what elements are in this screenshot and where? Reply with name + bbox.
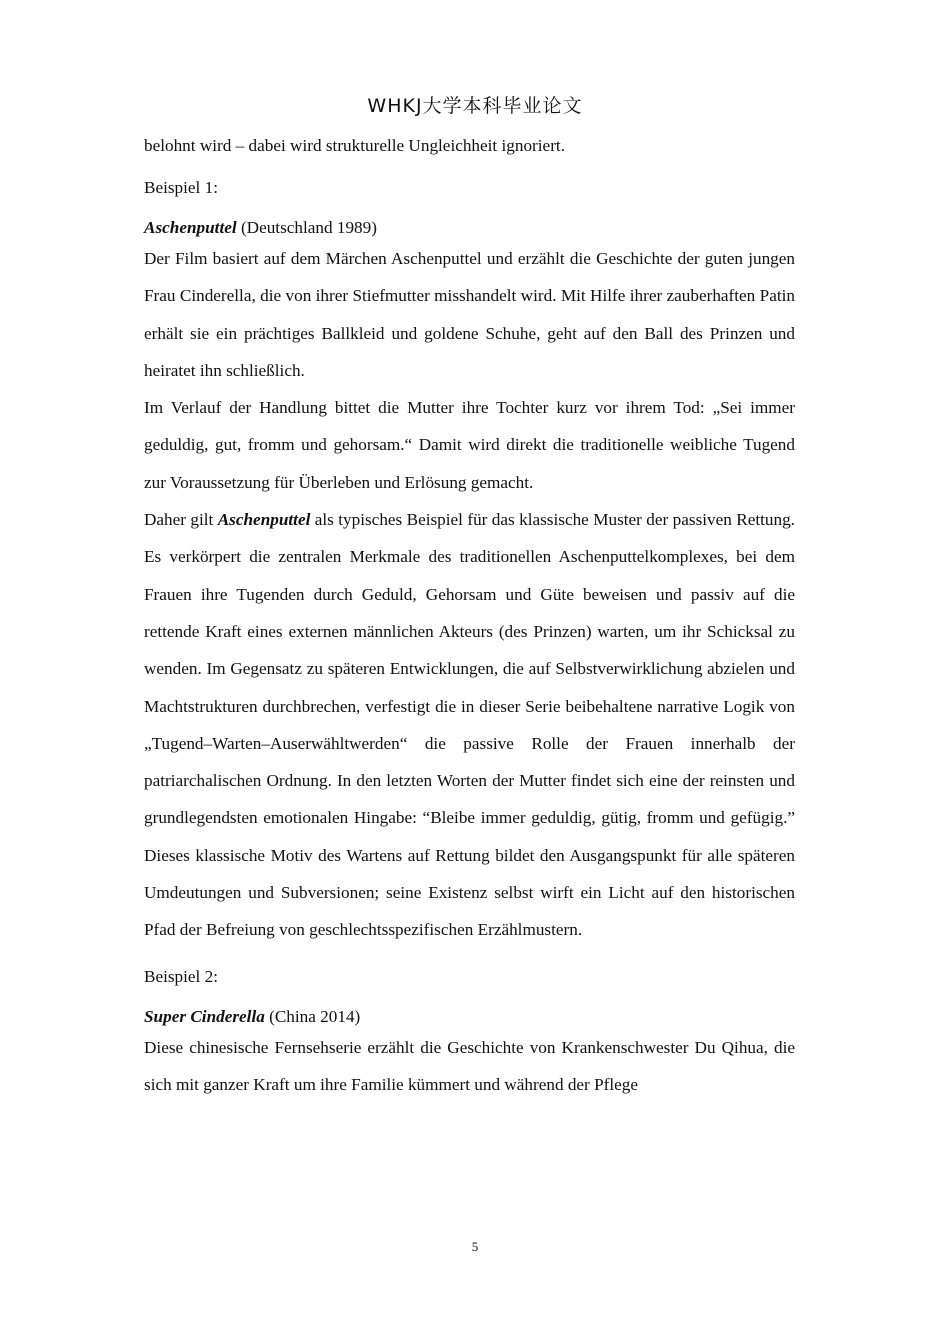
example-1-paragraph-1: Der Film basiert auf dem Märchen Aschenputtel und erzählt die Geschichte der guten jungen Frau Cinderella, die von ihrer Stiefmutter misshandelt wird. Mit Hilfe ihrer zauberhaften Patin erhält sie ein prächtiges Ballkleid und goldene Schuhe, geht auf den Ball des Prinzen und heiratet ihn schließlich. [144, 249, 795, 380]
page-content [144, 133, 795, 1103]
example-1-paragraph-3 [144, 501, 795, 949]
example-1-work-title: Aschenputtel [144, 218, 237, 237]
example-1-title-suffix: (Deutschland 1989) [236, 218, 377, 237]
example-2-work-title: Super Cinderella [144, 1006, 265, 1026]
example-2-paragraph-1: Diese chinesische Fernsehserie erzählt die Geschichte von Krankenschwester Du Qihua, die sich mit ganzer Kraft um ihre Familie kümmert und während der Pflege [144, 1037, 795, 1094]
example-1-paragraph-2: Im Verlauf der Handlung bittet die Mutter ihre Tochter kurz vor ihrem Tod: „Sei immer geduldig, gut, fromm und gehorsam.“ Damit wird direkt die traditionelle weibliche Tugend zur Voraussetzung für Überleben und Erlösung gemacht. [144, 398, 795, 492]
example-1-paragraph-3-prefix: Daher gilt [144, 510, 218, 530]
example-2-title-line [144, 1004, 795, 1029]
example-1-title-line [144, 215, 795, 240]
example-1-paragraph-3-rest: als typisches Beispiel für das klassische Muster der passiven Rettung. Es verkörpert die zentralen Merkmale des traditionellen Aschenputtelkomplexes, bei dem Frauen ihre Tugenden durch Geduld, Gehorsam und Güte beweisen und passiv auf die rettende Kraft eines externen männlichen Akteurs (des Prinzen) warten, um ihr Schicksal zu wenden. Im Gegensatz zu späteren Entwicklungen, die auf Selbstverwirklichung abzielen und Machtstrukturen durchbrechen, verfestigt die in dieser Serie beibehaltene narrative Logik von „Tugend–Warten–Auserwähltwerden“ die passive Rolle der Frauen innerhalb der patriarchalischen Ordnung. In den letzten Worten der Mutter findet sich eine der reinsten und grundlegendsten emotionalen Hingabe: “Bleibe immer geduldig, gütig, fromm und gefügig.” Dieses klassische Motiv des Wartens auf Rettung bildet den Ausgangspunkt für alle späteren Umdeutungen und Subversionen; seine Existenz selbst wirft ein Licht auf den historischen Pfad der Befreiung von geschlechtsspezifischen Erzählmustern. [144, 510, 795, 940]
page-number: 5 [471, 1239, 479, 1254]
example-2-title-suffix: (China 2014) [264, 1006, 361, 1026]
example-1-paragraph-3-title: Aschenputtel [217, 510, 311, 530]
example-2-label: Beispiel 2: [144, 966, 218, 986]
intro-line: belohnt wird – dabei wird strukturelle Ungleichheit ignoriert. [144, 136, 565, 155]
running-header: WHKJ大学本科毕业论文 [367, 95, 583, 117]
example-1-label: Beispiel 1: [144, 178, 218, 197]
